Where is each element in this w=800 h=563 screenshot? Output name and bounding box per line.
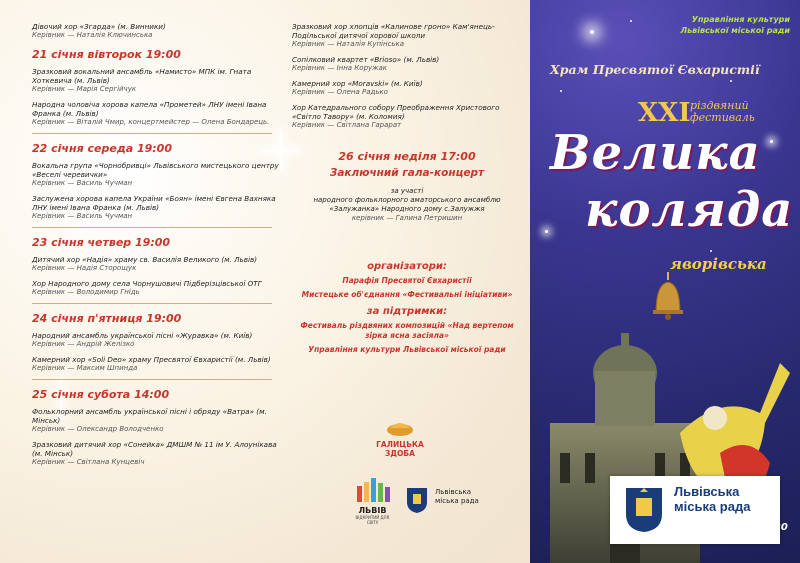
list-item: Камерний хор «Moravski» (м. Київ) Керівник — Олена Радько (292, 79, 423, 96)
lion-crest-icon (624, 486, 664, 534)
day-date: 22 січня середа 19:00 (32, 142, 172, 155)
divider (32, 303, 272, 304)
list-item: Камерний хор «Soli Deo» храму Пресвятої Євхаристії (м. Львів) Керівник — Максим Шпинда (32, 355, 271, 372)
list-item: Зразковий дитячий хор «Сонейка» ДМШМ № 11 ім У. Алоунікава (м. Мінськ) Керівник — Світлана Кунцевіч (32, 440, 277, 466)
list-item: Заслужена хорова капела України «Боян» імені Євгена Вахняка ЛНУ імені Івана Франка (м. Львів) Керівник — Василь Чучман (32, 194, 276, 220)
day-date: 21 січня вівторок 19:00 (32, 48, 181, 61)
lion-crest-icon (405, 486, 429, 514)
organizer-item: Парафія Пресвятої Євхаристії (342, 276, 472, 285)
gala-title: Заключний гала-концерт (329, 167, 485, 179)
day-date: 24 січня п'ятниця 19:00 (32, 312, 182, 325)
list-item: Народна чоловіча хорова капела «Прометей» ЛНУ імені Івана Франка (м. Львів) Керівник — Віталій Чмир, концертмейстер — Олена Бондарець. (32, 100, 270, 126)
lviv-city-logo: ЛЬВІВ ВІДКРИТИЙ ДЛЯ СВІТУ (350, 478, 395, 525)
year-label: 2020 (760, 522, 788, 533)
festival-title-line2: коляда (585, 182, 794, 238)
program-column-left (32, 22, 282, 473)
star-icon (770, 140, 773, 143)
star-icon (545, 230, 548, 233)
list-item: Фольклорний ансамбль української пісні і обряду «Ватра» (м. Мінськ) Керівник — Олександр Володченко (32, 407, 267, 433)
program-column-middle (292, 22, 522, 136)
lviv-council-logo-small: Львівська міська рада (405, 486, 429, 518)
list-item: Хор Катедрального собору Преображення Христового «Світло Тавору» (м. Коломия) Керівник — Світлана Гарарат (292, 103, 500, 129)
list-item: Народний ансамбль української пісні «Журавка» (м. Київ) Керівник — Андрій Желізко (32, 331, 253, 348)
festival-subtitle: яворівська (670, 255, 767, 273)
day-block (32, 312, 282, 373)
lviv-council-logo: Львівська міська рада (610, 476, 780, 544)
supporter-item: Фестиваль різдвяних композицій «Над вертепом зірка ясна засіяла» (300, 321, 514, 340)
star-icon (730, 80, 732, 82)
day-block (32, 142, 282, 221)
organizers-title: організатори: (367, 261, 447, 272)
list-item: Вокальна група «Чорнобривці» Львівського мистецького центру «Веселі черевички» Керівник — Василь Чучман (32, 161, 279, 187)
lviv-towers-icon (355, 478, 391, 502)
star-icon (590, 30, 594, 34)
festival-title-line1: Велика (550, 125, 761, 181)
gala-date: 26 січня неділя 17:00 (338, 150, 476, 163)
day-block (32, 388, 282, 467)
galytska-zdoba-logo: ГАЛИЦЬКА ЗДОБА (370, 418, 430, 458)
organizers-block (292, 255, 522, 355)
star-icon (560, 90, 562, 92)
support-title: за підтримки: (366, 306, 448, 317)
list-item: Зразковий вокальний ансамбль «Намисто» МПК ім. Гната Хоткевича (м. Львів) Керівник — Марія Сергійчук (32, 67, 252, 93)
gala-head: керівник — Галина Петришин (351, 214, 463, 222)
list-item: Дитячий хор «Надія» храму св. Василія Великого (м. Львів) Керівник — Надія Сторощук (32, 255, 258, 272)
supporter-item: Управління культури Львівської міської ради (308, 345, 506, 354)
gala-participation: за участі (390, 187, 424, 195)
gala-ensemble: народного фольклорного аматорського ансамблю «Залужанка» Народного дому с.Залужжя (313, 196, 501, 213)
day-block (32, 236, 282, 297)
star-icon (630, 20, 632, 22)
day-date: 23 січня четвер 19:00 (32, 236, 171, 249)
day-block (32, 48, 282, 127)
star-icon (710, 250, 712, 252)
divider (32, 379, 272, 380)
edition-number: XXI (638, 98, 691, 128)
day-date: 25 січня субота 14:00 (32, 388, 170, 401)
divider (32, 227, 272, 228)
list-item: Сопілковий квартет «Brioso» (м. Львів) Керівник — Інна Коружак (292, 55, 440, 72)
list-item: Зразковий хор хлопців «Калинове гроно» Кам'янець-Подільської дитячої хорової школи Керівник — Наталія Купінська (292, 22, 495, 48)
list-item: Хор Народного дому села Чорнушовичі Підберізцівської ОТГ Керівник — Володимир Гнідь (32, 279, 262, 296)
temple-name: Храм Пресвятої Євхаристії (550, 62, 760, 77)
festival-label: різдвяний фестиваль (690, 99, 755, 124)
department-name: Управління культури Львівської міської ради (680, 15, 790, 35)
gala-block (292, 150, 522, 223)
bread-icon (385, 418, 415, 436)
list-item: Дівочий хор «Згарда» (м. Винники) Керівник — Наталія Ключинська (32, 22, 166, 39)
divider (32, 133, 272, 134)
organizer-item: Мистецьке об'єднання «Фестивальні ініціативи» (301, 290, 513, 299)
